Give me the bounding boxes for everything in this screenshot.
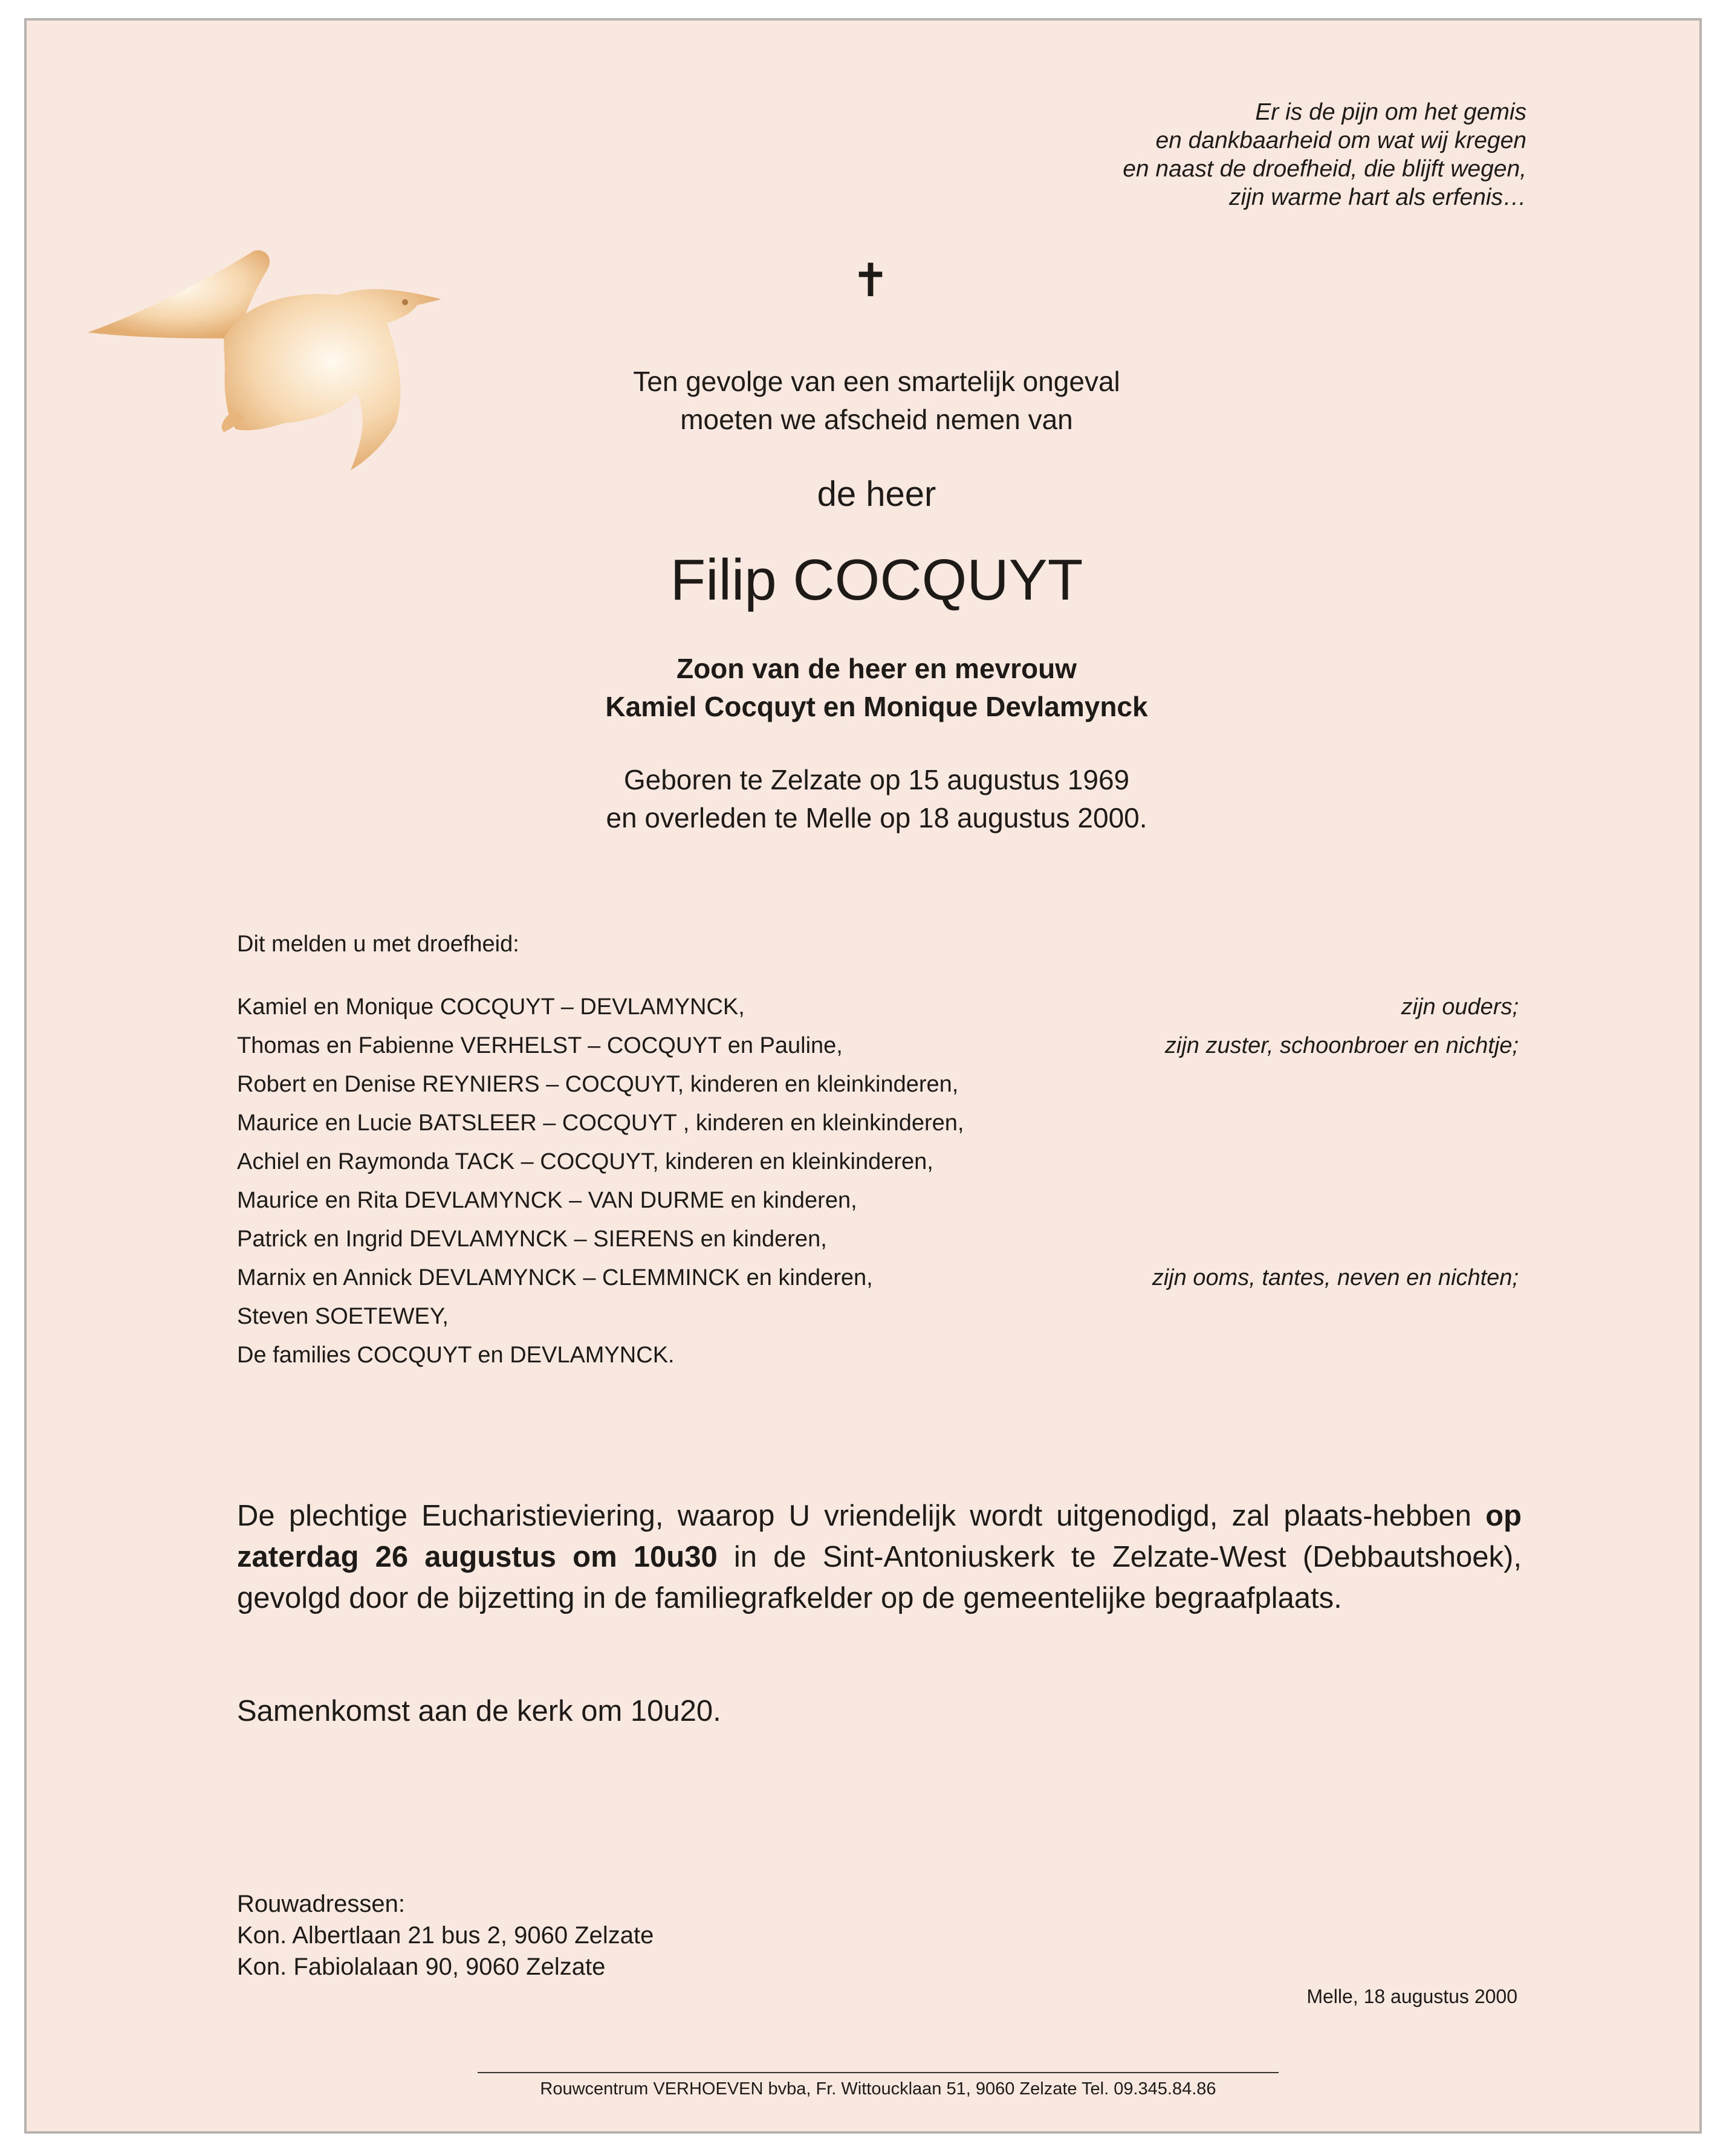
intro-line: Ten gevolge van een smartelijk ongeval bbox=[633, 366, 1120, 397]
place-date: Melle, 18 augustus 2000 bbox=[1306, 1986, 1517, 2007]
mourner-names: De families COCQUYT en DEVLAMYNCK. bbox=[237, 1342, 675, 1368]
seagull-image bbox=[85, 248, 472, 477]
memorial-poem bbox=[982, 98, 1526, 212]
parents-intro: Zoon van de heer en mevrouw bbox=[676, 653, 1077, 684]
service-text: De plechtige Eucharistieviering, waarop U vriendelijk wordt uitgenodigd, zal plaats-hebben bbox=[237, 1500, 1486, 1532]
mourner-names: Achiel en Raymonda TACK – COCQUYT, kinderen en kleinkinderen, bbox=[237, 1149, 933, 1174]
addresses-heading: Rouwadressen: bbox=[237, 1891, 405, 1917]
poem-line: en naast de droefheid, die blijft wegen, bbox=[1123, 156, 1526, 182]
gathering-note: Samenkomst aan de kerk om 10u20. bbox=[237, 1695, 721, 1727]
mourner-names: Maurice en Lucie BATSLEER – COCQUYT , kinderen en kleinkinderen, bbox=[237, 1110, 964, 1136]
mourner-row bbox=[237, 1297, 1519, 1336]
mourner-row bbox=[237, 1336, 1519, 1374]
mourner-row bbox=[237, 1181, 1519, 1220]
death-line: en overleden te Melle op 18 augustus 2000. bbox=[606, 802, 1147, 834]
address-line: Kon. Fabiolalaan 90, 9060 Zelzate bbox=[237, 1954, 606, 1980]
mourner-row bbox=[237, 988, 1519, 1026]
parents-names: Kamiel Cocquyt en Monique Devlamynck bbox=[605, 691, 1148, 722]
mourner-relation: zijn zuster, schoonbroer en nichtje; bbox=[1164, 1033, 1519, 1058]
birth-line: Geboren te Zelzate op 15 augustus 1969 bbox=[623, 764, 1130, 795]
mourner-names: Kamiel en Monique COCQUYT – DEVLAMYNCK, bbox=[237, 994, 745, 1020]
mourner-names: Patrick en Ingrid DEVLAMYNCK – SIERENS en kinderen, bbox=[237, 1226, 827, 1252]
service-text: in de Sint-Antoniuskerk te Zelzate-West (Debbautshoek), gevolgd door de bijzetting in de familiegrafkelder op de gemeentelijke begraafplaats. bbox=[237, 1541, 1522, 1614]
mourner-names: Thomas en Fabienne VERHELST – COCQUYT en Pauline, bbox=[237, 1033, 843, 1058]
mourner-row bbox=[237, 1258, 1519, 1297]
poem-line: en dankbaarheid om wat wij kregen bbox=[1155, 128, 1526, 154]
mourner-row bbox=[237, 1065, 1519, 1104]
footer-divider bbox=[478, 2072, 1279, 2073]
mourner-row bbox=[237, 1142, 1519, 1181]
honorific: de heer bbox=[817, 474, 936, 514]
mourner-row bbox=[237, 1104, 1519, 1142]
address-line: Kon. Albertlaan 21 bus 2, 9060 Zelzate bbox=[237, 1922, 654, 1949]
mourner-names: Marnix en Annick DEVLAMYNCK – CLEMMINCK en kinderen, bbox=[237, 1265, 873, 1290]
parents-line bbox=[423, 650, 1330, 726]
mourner-names: Maurice en Rita DEVLAMYNCK – VAN DURME en kinderen, bbox=[237, 1188, 857, 1213]
life-dates bbox=[423, 761, 1330, 837]
mourners-list bbox=[237, 930, 1519, 1374]
mourner-row bbox=[237, 1026, 1519, 1065]
mourner-relation: zijn ouders; bbox=[1401, 994, 1519, 1020]
mourner-names: Steven SOETEWEY, bbox=[237, 1304, 449, 1329]
mourner-row bbox=[237, 1220, 1519, 1258]
condolence-addresses bbox=[237, 1888, 654, 1983]
announcement-intro bbox=[423, 363, 1330, 439]
mourners-lead: Dit melden u met droefheid: bbox=[237, 931, 519, 957]
poem-line: Er is de pijn om het gemis bbox=[1255, 99, 1526, 125]
mourner-relation: zijn ooms, tantes, neven en nichten; bbox=[1152, 1265, 1519, 1290]
cross-symbol: ✝ bbox=[851, 255, 890, 306]
mourner-names: Robert en Denise REYNIERS – COCQUYT, kinderen en kleinkinderen, bbox=[237, 1072, 959, 1097]
service-announcement bbox=[237, 1495, 1522, 1619]
poem-line: zijn warme hart als erfenis… bbox=[1229, 184, 1526, 210]
funeral-home-footer: Rouwcentrum VERHOEVEN bvba, Fr. Wittoucklaan 51, 9060 Zelzate Tel. 09.345.84.86 bbox=[540, 2079, 1216, 2099]
service-datetime: op zaterdag 26 augustus om 10u30 bbox=[237, 1500, 1522, 1573]
deceased-name: Filip COCQUYT bbox=[670, 548, 1083, 612]
intro-line: moeten we afscheid nemen van bbox=[680, 404, 1073, 435]
